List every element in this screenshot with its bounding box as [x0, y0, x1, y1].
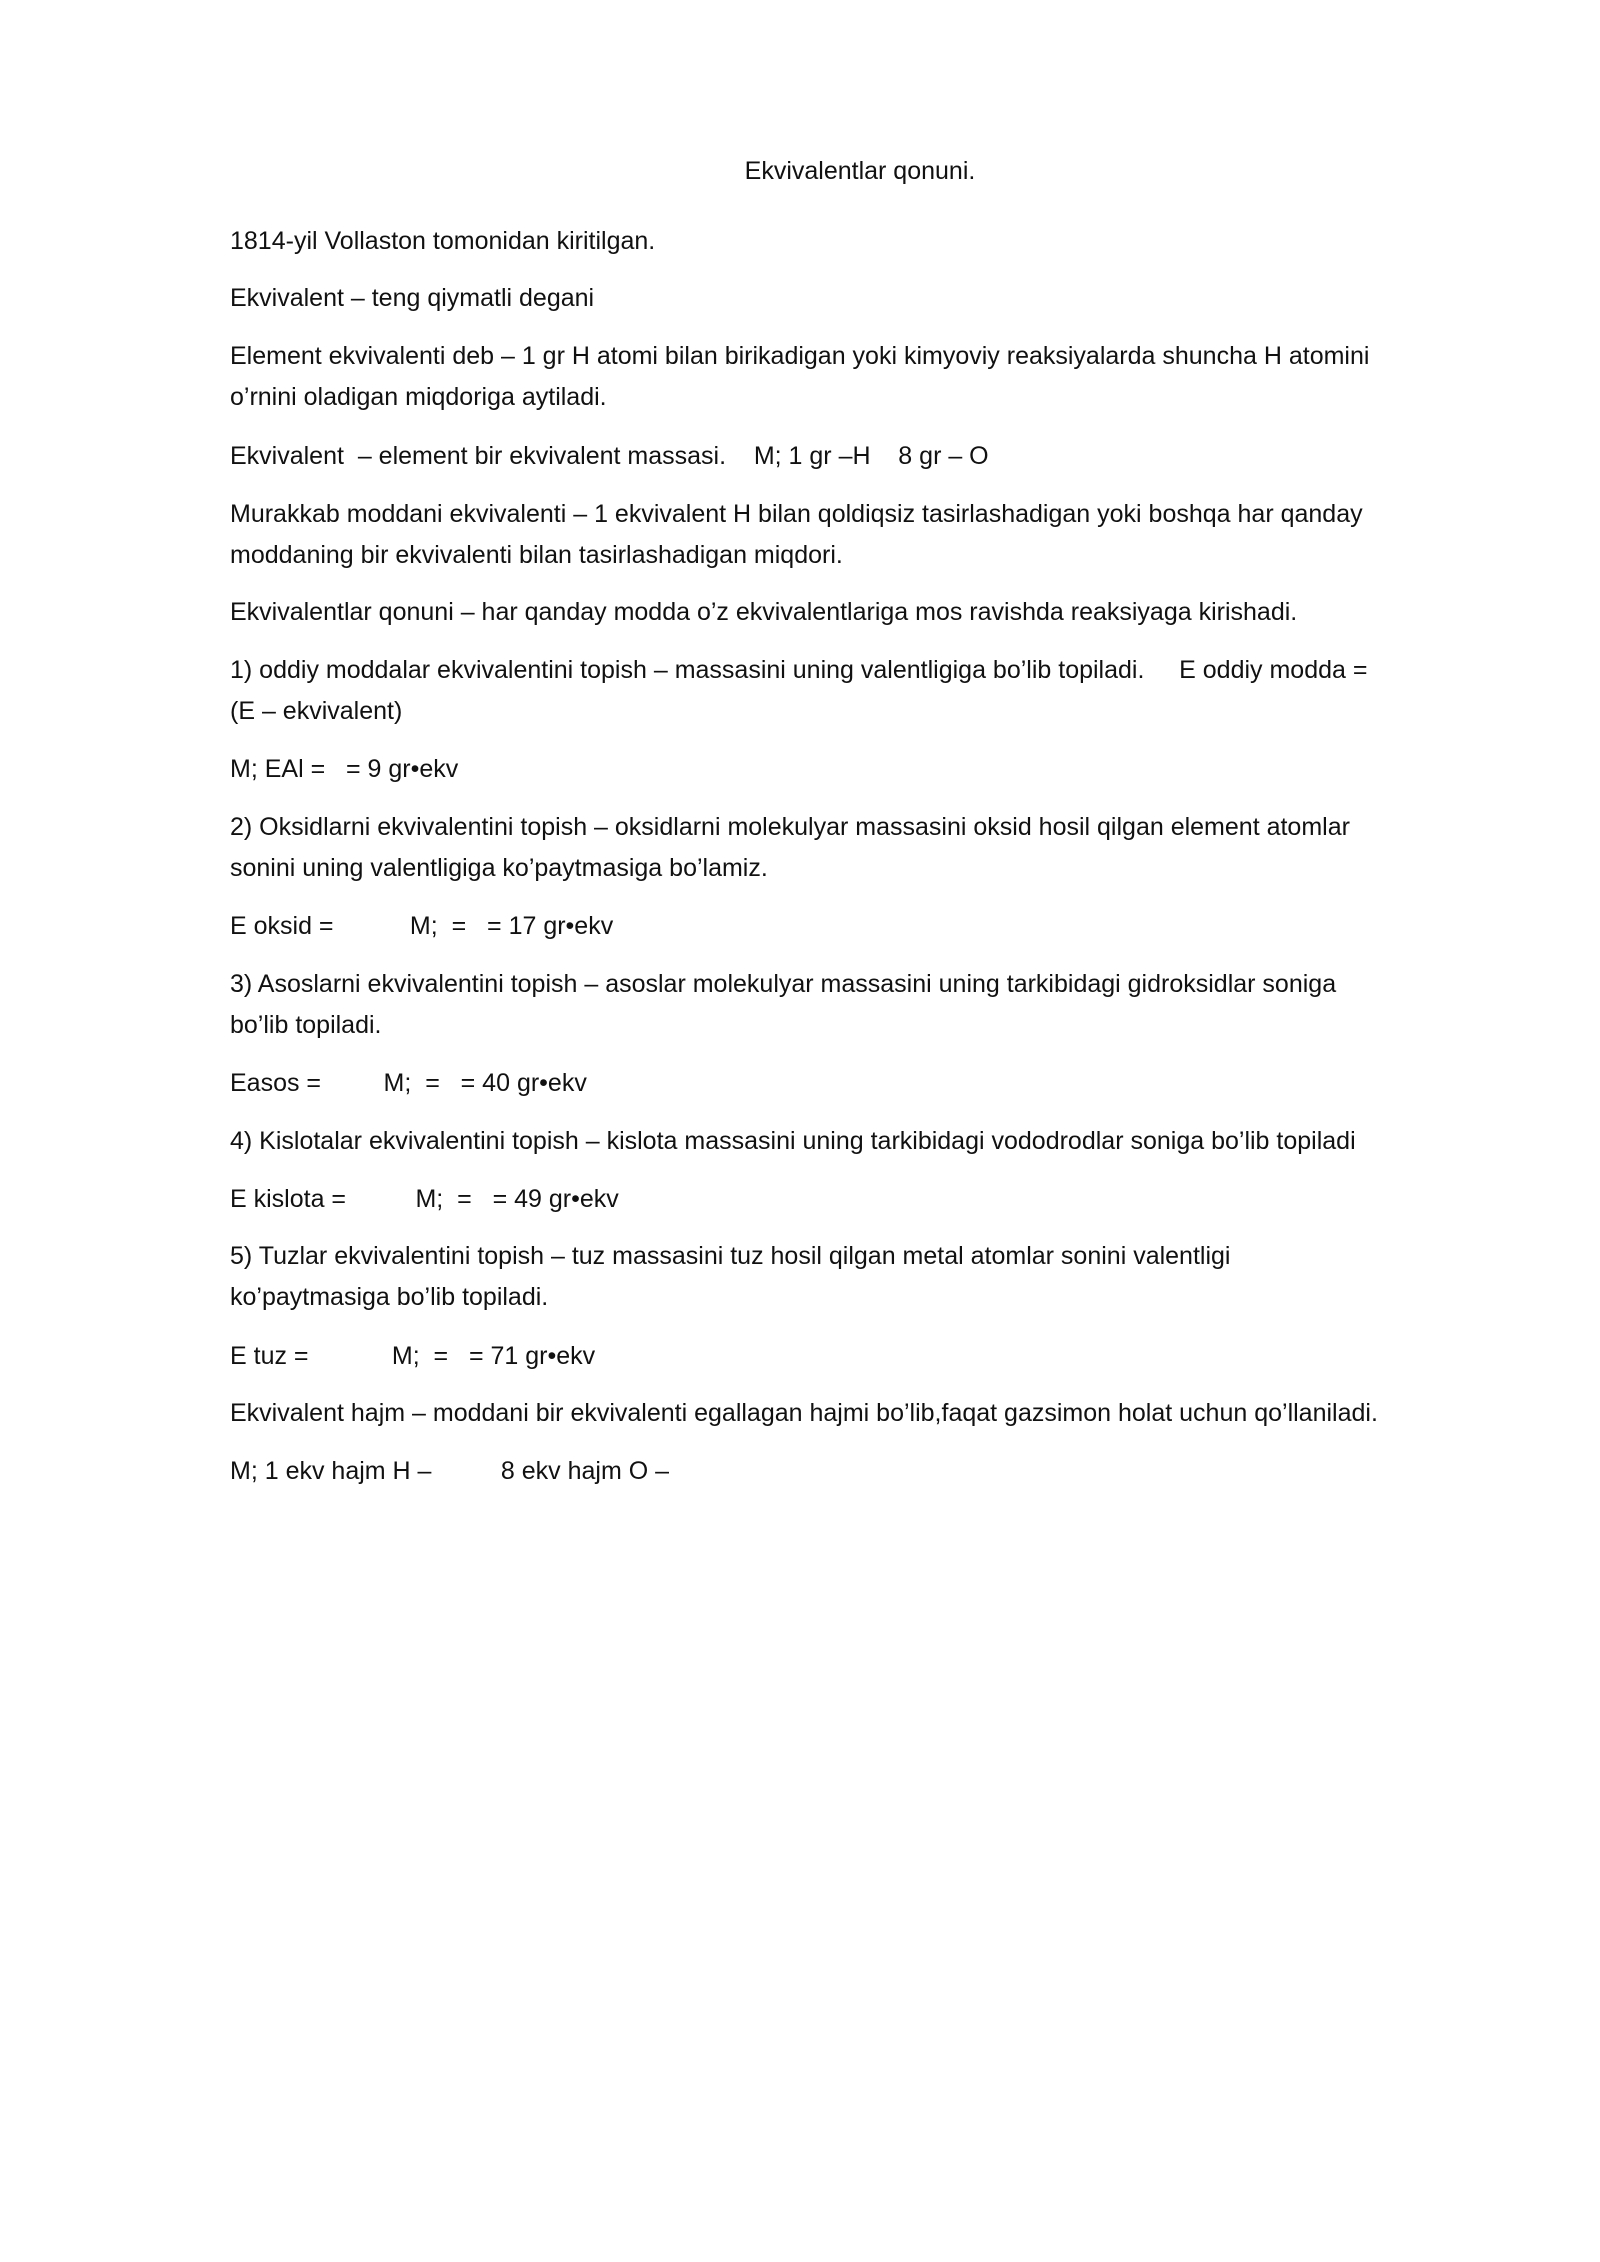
page-title: Ekvivalentlar qonuni.: [744, 157, 976, 185]
paragraph-10: [230, 906, 1490, 947]
paragraph-line: (E – ekvivalent): [230, 697, 403, 725]
paragraph-line: M; EAl = = 9 gr•ekv: [230, 755, 459, 783]
paragraph-line: ko’paytmasiga bo’lib topiladi.: [230, 1283, 549, 1311]
paragraph-6: [230, 592, 1490, 633]
paragraph-line: o’rnini oladigan miqdoriga aytiladi.: [230, 383, 607, 411]
paragraph-18: [230, 1451, 1490, 1492]
paragraph-11: [230, 964, 1490, 1046]
paragraph-line: Easos = M; = = 40 gr•ekv: [230, 1069, 587, 1097]
paragraph-14: [230, 1179, 1490, 1220]
paragraph-2: [230, 278, 1490, 319]
paragraph-line: bo’lib topiladi.: [230, 1011, 382, 1039]
paragraph-line: Ekvivalent hajm – moddani bir ekvivalenti egallagan hajmi bo’lib,faqat gazsimon holat uchun qo’llaniladi.: [230, 1399, 1378, 1427]
paragraph-4: [230, 436, 1490, 477]
paragraph-line: M; 1 ekv hajm H – 8 ekv hajm O –: [230, 1457, 670, 1485]
paragraph-line: 1) oddiy moddalar ekvivalentini topish – massasini uning valentligiga bo’lib topiladi. E oddiy modda =: [230, 656, 1368, 684]
paragraph-line: Ekvivalentlar qonuni – har qanday modda o’z ekvivalentlariga mos ravishda reaksiyaga kirishadi.: [230, 598, 1298, 626]
paragraph-8: [230, 749, 1490, 790]
paragraph-12: [230, 1063, 1490, 1104]
paragraph-5: [230, 494, 1490, 576]
paragraph-7: [230, 650, 1490, 732]
paragraph-16: [230, 1336, 1490, 1377]
paragraph-3: [230, 336, 1490, 418]
paragraph-line: sonini uning valentligiga ko’paytmasiga bo’lamiz.: [230, 854, 768, 882]
paragraph-line: 2) Oksidlarni ekvivalentini topish – oksidlarni molekulyar massasini oksid hosil qilgan element atomlar: [230, 813, 1350, 841]
paragraph-line: Ekvivalent – element bir ekvivalent massasi. M; 1 gr –H 8 gr – O: [230, 442, 989, 470]
paragraph-line: 3) Asoslarni ekvivalentini topish – asoslar molekulyar massasini uning tarkibidagi gidroksidlar soniga: [230, 970, 1337, 998]
paragraph-line: 1814-yil Vollaston tomonidan kiritilgan.: [230, 227, 656, 255]
paragraph-line: E tuz = M; = = 71 gr•ekv: [230, 1342, 596, 1370]
paragraph-line: E oksid = M; = = 17 gr•ekv: [230, 912, 614, 940]
paragraph-line: Element ekvivalenti deb – 1 gr H atomi bilan birikadigan yoki kimyoviy reaksiyalarda shuncha H atomini: [230, 342, 1370, 370]
paragraph-line: E kislota = M; = = 49 gr•ekv: [230, 1185, 619, 1213]
paragraph-13: [230, 1121, 1490, 1162]
paragraph-line: 4) Kislotalar ekvivalentini topish – kislota massasini uning tarkibidagi vododrodlar soniga bo’lib topiladi: [230, 1127, 1356, 1155]
paragraph-9: [230, 807, 1490, 889]
paragraph-1: [230, 221, 1490, 262]
paragraph-line: Murakkab moddani ekvivalenti – 1 ekvivalent H bilan qoldiqsiz tasirlashadigan yoki boshqa har qanday: [230, 500, 1363, 528]
paragraph-15: [230, 1236, 1490, 1318]
paragraph-line: Ekvivalent – teng qiymatli degani: [230, 284, 595, 312]
paragraph-line: moddaning bir ekvivalenti bilan tasirlashadigan miqdori.: [230, 541, 843, 569]
paragraph-line: 5) Tuzlar ekvivalentini topish – tuz massasini tuz hosil qilgan metal atomlar sonini valentligi: [230, 1242, 1231, 1270]
paragraph-17: [230, 1393, 1490, 1434]
